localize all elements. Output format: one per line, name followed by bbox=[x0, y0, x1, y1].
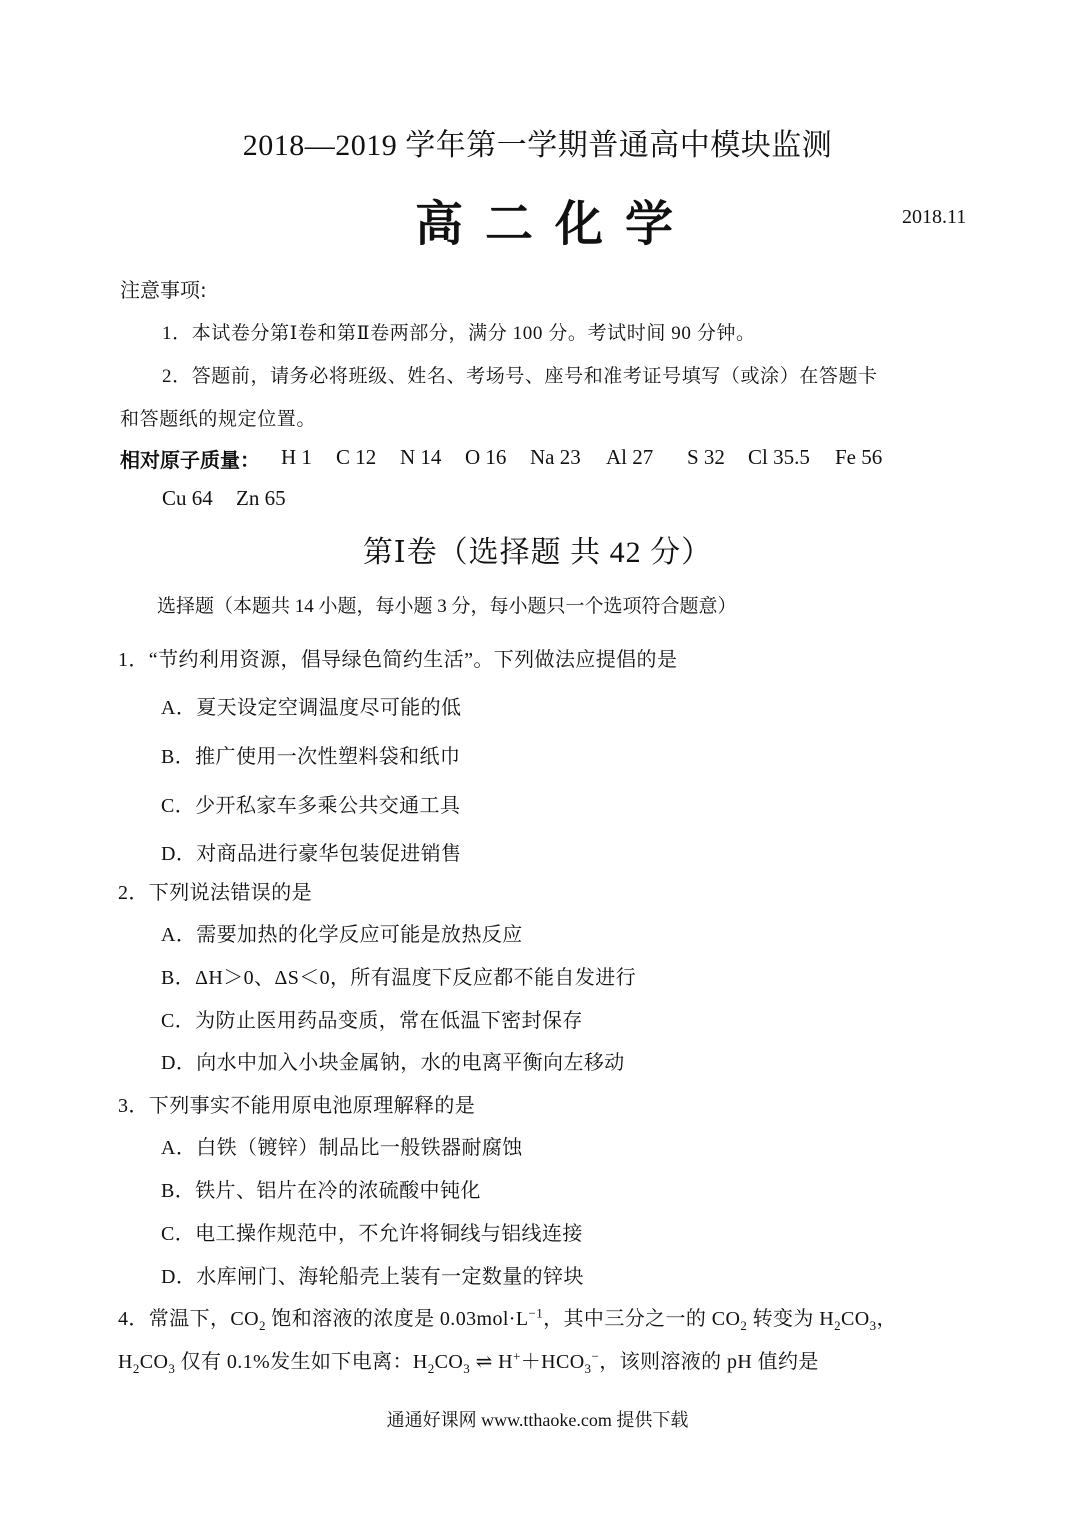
question-2-option-c: C．为防止医用药品变质，常在低温下密封保存 bbox=[161, 1010, 583, 1032]
atomic-mass-cu: Cu 64 bbox=[162, 486, 213, 510]
question-2-stem: 2．下列说法错误的是 bbox=[118, 882, 312, 904]
question-4-stem-line-1: 4．常温下，$CO_2$ 饱和溶液的浓度是 $0.03mol\cdot L^{-1}$，其中三分之一的 $CO_2$ 转变为 $H_2CO_3$， bbox=[118, 1305, 897, 1333]
exam-title: 2018—2019 学年第一学期普通高中模块监测 bbox=[242, 129, 833, 162]
question-1-option-c: C．少开私家车多乘公共交通工具 bbox=[161, 795, 461, 817]
notice-item-2-line-2: 和答题纸的规定位置。 bbox=[120, 409, 317, 430]
notice-item-1: 1．本试卷分第Ⅰ卷和第Ⅱ卷两部分，满分 100 分。考试时间 90 分钟。 bbox=[162, 323, 756, 344]
exam-date: 2018.11 bbox=[902, 206, 967, 228]
question-2-option-a: A．需要加热的化学反应可能是放热反应 bbox=[161, 924, 523, 946]
question-1-option-b: B．推广使用一次性塑料袋和纸巾 bbox=[161, 746, 461, 768]
section-title: 第Ⅰ卷（选择题 共 42 分） bbox=[362, 536, 713, 569]
atomic-mass-zn: Zn 65 bbox=[236, 486, 286, 510]
question-4-stem-line-2: $H_2CO_3$ 仅有 0.1%发生如下电离：$H_2CO_3$ ⇌ $H^++HCO_3^-$，该则溶液的 pH 值约是 bbox=[118, 1348, 819, 1376]
atomic-mass-na: Na 23 bbox=[530, 445, 581, 469]
atomic-mass-o: O 16 bbox=[465, 445, 507, 469]
atomic-mass-s: S 32 bbox=[687, 445, 725, 469]
question-3-option-c: C．电工操作规范中，不允许将铜线与铝线连接 bbox=[161, 1223, 583, 1245]
notice-item-2-line-1: 2．答题前，请务必将班级、姓名、考场号、座号和准考证号填写（或涂）在答题卡 bbox=[162, 366, 878, 387]
question-1-stem: 1．“节约利用资源，倡导绿色简约生活”。下列做法应提倡的是 bbox=[118, 649, 678, 671]
section-instructions: 选择题（本题共 14 小题，每小题 3 分，每小题只一个选项符合题意） bbox=[157, 596, 737, 617]
question-3-option-a: A．白铁（镀锌）制品比一般铁器耐腐蚀 bbox=[161, 1137, 523, 1159]
atomic-mass-label: 相对原子质量： bbox=[120, 448, 260, 472]
subject-title: 高二化学 bbox=[415, 196, 696, 252]
question-3-stem: 3．下列事实不能用原电池原理解释的是 bbox=[118, 1095, 476, 1117]
question-3-option-b: B．铁片、铝片在冷的浓硫酸中钝化 bbox=[161, 1180, 481, 1202]
question-1-option-d: D．对商品进行豪华包装促进销售 bbox=[161, 843, 462, 865]
atomic-mass-h: H 1 bbox=[281, 445, 312, 469]
atomic-mass-n: N 14 bbox=[400, 445, 442, 469]
atomic-mass-al: Al 27 bbox=[606, 445, 654, 469]
atomic-mass-cl: Cl 35.5 bbox=[748, 445, 810, 469]
question-2-option-b: B．ΔH＞0、ΔS＜0，所有温度下反应都不能自发进行 bbox=[161, 967, 637, 989]
atomic-mass-c: C 12 bbox=[336, 445, 377, 469]
page-footer: 通通好课网 www.tthaoke.com 提供下载 bbox=[386, 1410, 689, 1430]
notice-heading: 注意事项: bbox=[120, 278, 207, 302]
question-2-option-d: D．向水中加入小块金属钠，水的电离平衡向左移动 bbox=[161, 1052, 625, 1074]
question-3-option-d: D．水库闸门、海轮船壳上装有一定数量的锌块 bbox=[161, 1266, 584, 1288]
atomic-mass-fe: Fe 56 bbox=[835, 445, 883, 469]
question-1-option-a: A．夏天设定空调温度尽可能的低 bbox=[161, 697, 462, 719]
